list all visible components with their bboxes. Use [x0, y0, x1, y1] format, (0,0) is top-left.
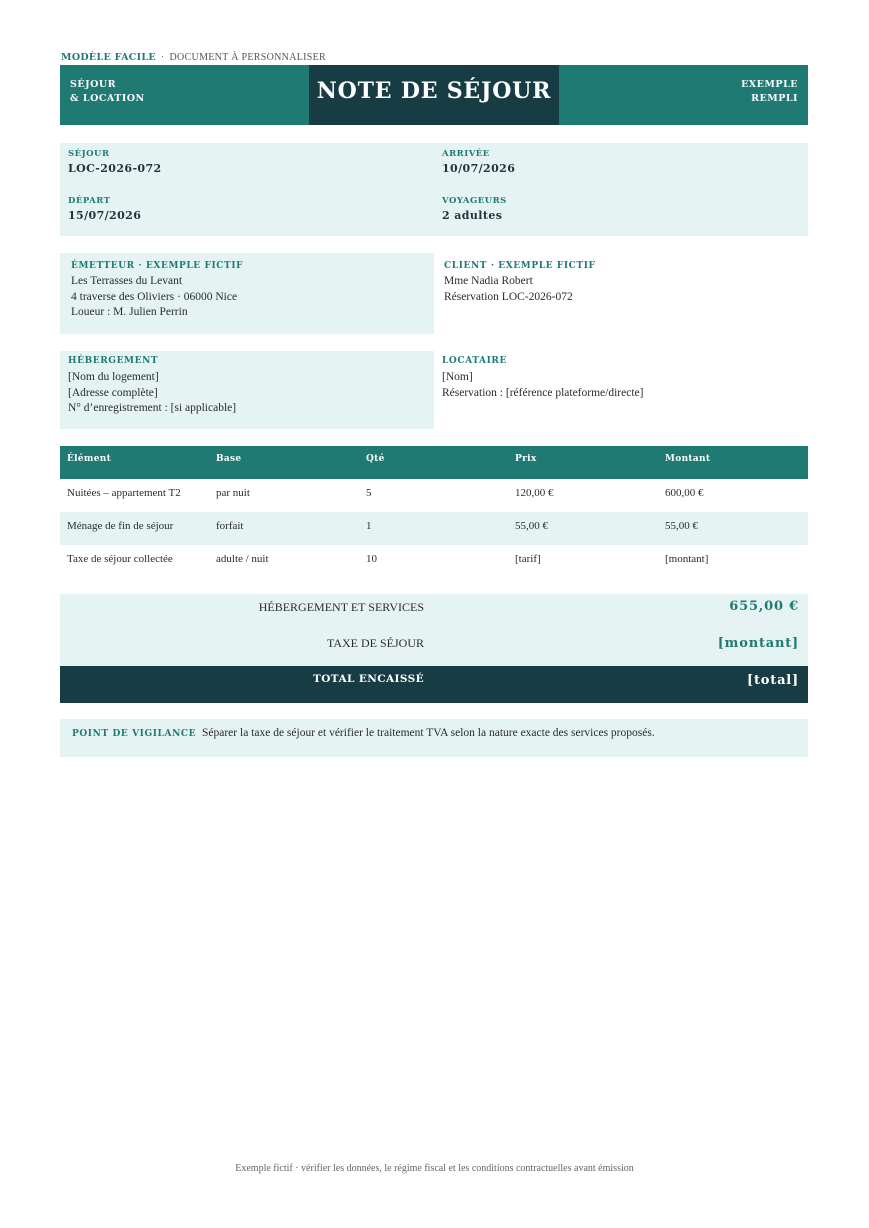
client-line: Mme Nadia Robert: [444, 275, 533, 287]
header-title-block: [309, 65, 559, 125]
cell-amount: [montant]: [665, 553, 709, 565]
sejour-value: LOC-2026-072: [68, 162, 162, 175]
brand-separator: ·: [160, 52, 165, 63]
cell-qty: 1: [366, 520, 372, 532]
emetteur-title: ÉMETTEUR · EXEMPLE FICTIF: [71, 261, 244, 271]
client-line: Réservation LOC-2026-072: [444, 290, 573, 303]
vigilance-label: POINT DE VIGILANCE: [72, 729, 197, 739]
stay-info-block: [60, 143, 808, 236]
brand-subtitle: DOCUMENT À PERSONNALISER: [169, 52, 327, 63]
header-tag-line1: EXEMPLE: [741, 79, 798, 90]
column-header-amount: Montant: [665, 454, 711, 464]
grand-total-bar: [60, 666, 808, 703]
client-title: CLIENT · EXEMPLE FICTIF: [444, 261, 596, 271]
cell-amount: 55,00 €: [665, 520, 698, 532]
header-band: [60, 65, 808, 125]
cell-qty: 5: [366, 487, 372, 499]
sejour-label: SÉJOUR: [68, 149, 110, 159]
cell-element: Ménage de fin de séjour: [67, 520, 174, 532]
cell-qty: 10: [366, 553, 377, 565]
emetteur-line: Les Terrasses du Levant: [71, 275, 183, 287]
cell-element: Nuitées – appartement T2: [67, 487, 181, 499]
column-header-element: Élément: [67, 454, 112, 464]
document-title: NOTE DE SÉJOUR: [316, 78, 552, 104]
client-box: [434, 253, 808, 334]
column-header-base: Base: [216, 454, 242, 464]
hebergement-box: [60, 351, 434, 429]
cell-price: [tarif]: [515, 553, 541, 565]
depart-label: DÉPART: [68, 196, 111, 206]
cell-base: par nuit: [216, 487, 250, 499]
header-category: [70, 78, 145, 106]
brand-name: MODÈLE FACILE: [61, 52, 156, 63]
grand-total-value: [total]: [747, 673, 799, 688]
vigilance-note: [60, 719, 808, 757]
depart-value: 15/07/2026: [68, 209, 142, 222]
cell-base: adulte / nuit: [216, 553, 269, 565]
hebergement-line: [Nom du logement]: [68, 371, 159, 383]
column-header-qty: Qté: [366, 454, 385, 464]
header-category-line1: SÉJOUR: [70, 79, 117, 90]
footer-disclaimer: Exemple fictif · vérifier les données, le régime fiscal et les conditions contractuelles avant émission: [235, 1163, 634, 1174]
emetteur-line: 4 traverse des Oliviers · 06000 Nice: [71, 290, 238, 303]
totals-block: [60, 594, 808, 666]
cell-price: 55,00 €: [515, 520, 548, 532]
hebergement-title: HÉBERGEMENT: [68, 356, 159, 366]
cell-price: 120,00 €: [515, 487, 554, 499]
emetteur-box: [60, 253, 434, 334]
header-category-line2: & LOCATION: [70, 93, 145, 104]
arrivee-label: ARRIVÉE: [442, 149, 490, 159]
taxe-sejour-label: TAXE DE SÉJOUR: [326, 636, 424, 650]
arrivee-value: 10/07/2026: [442, 162, 516, 175]
brand-strip: [61, 52, 326, 63]
hebergement-line: [Adresse complète]: [68, 386, 158, 399]
emetteur-line: Loueur : M. Julien Perrin: [71, 306, 188, 318]
grand-total-label: TOTAL ENCAISSÉ: [313, 673, 424, 685]
cell-amount: 600,00 €: [665, 487, 704, 499]
locataire-details: [442, 370, 643, 401]
voyageurs-label: VOYAGEURS: [442, 196, 507, 206]
header-tag-line2: REMPLI: [751, 93, 798, 104]
header-example-tag: [741, 78, 798, 106]
client-details: [444, 274, 573, 305]
services-total-value: 655,00 €: [729, 599, 799, 614]
hebergement-line: N° d’enregistrement : [si applicable]: [68, 402, 237, 414]
items-table-header: [60, 446, 808, 479]
locataire-line: Réservation : [référence plateforme/directe]: [442, 386, 644, 399]
column-header-price: Prix: [515, 454, 537, 464]
table-row: [60, 545, 808, 578]
locataire-box: [434, 351, 808, 429]
cell-element: Taxe de séjour collectée: [67, 553, 173, 565]
hebergement-details: [68, 370, 236, 417]
table-row: [60, 479, 808, 512]
cell-base: forfait: [216, 520, 244, 532]
emetteur-details: [71, 274, 237, 321]
vigilance-text: Séparer la taxe de séjour et vérifier le traitement TVA selon la nature exacte des services proposés.: [202, 727, 655, 739]
table-row: [60, 512, 808, 545]
locataire-line: [Nom]: [442, 371, 473, 383]
locataire-title: LOCATAIRE: [442, 356, 507, 366]
services-total-label: HÉBERGEMENT ET SERVICES: [258, 600, 424, 614]
voyageurs-value: 2 adultes: [442, 209, 503, 222]
taxe-sejour-value: [montant]: [717, 636, 799, 651]
